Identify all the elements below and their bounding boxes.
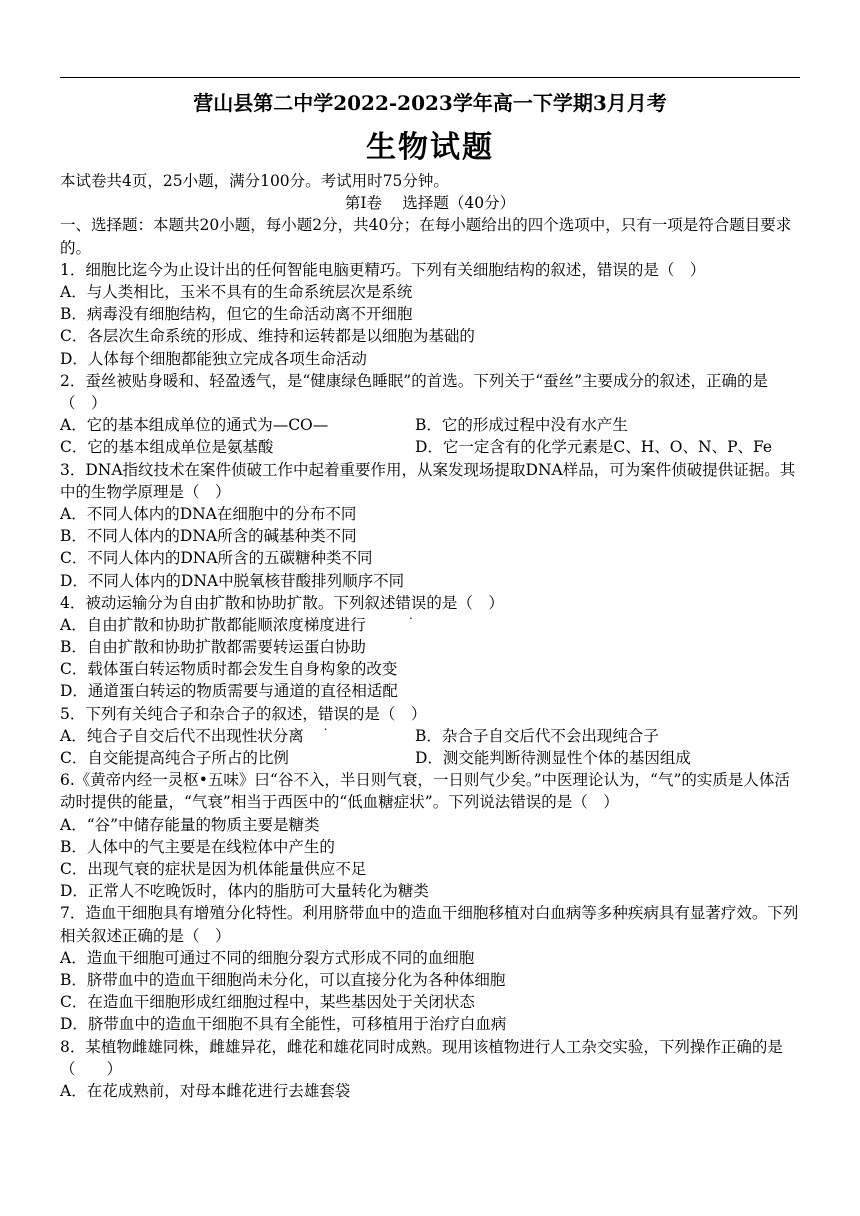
option-row xyxy=(60,725,800,747)
question-stem: 3．DNA指纹技术在案件侦破工作中起着重要作用，从案发现场提取DNA样品，可为案件侦破提供证据。其中的生物学原理是（ ） xyxy=(60,460,796,501)
answer-option: B．不同人体内的DNA所含的碱基种类不同 xyxy=(60,527,357,546)
answer-option: A．与人类相比，玉米不具有的生命系统层次是系统 xyxy=(60,283,413,301)
answer-option: A．纯合子自交后代不出现性状分离 xyxy=(60,726,304,745)
exam-intro: 本试卷共4页，25小题，满分100分。考试用时75分钟。 xyxy=(60,172,449,190)
emphasis-text: 错 xyxy=(317,704,334,723)
answer-option: A．造血干细胞可通过不同的细胞分裂方式形成不同的血细胞 xyxy=(60,948,475,967)
stem-text: 4．被动运输分为自由扩散和协助扩散。下列叙述 xyxy=(60,593,396,612)
answer-option: C．它的基本组成单位是氨基酸 xyxy=(60,438,274,457)
option-row xyxy=(60,436,800,458)
answer-option: B．人体中的气主要是在线粒体中产生的 xyxy=(60,837,335,856)
answer-option: D．测交能判断待测显性个体的基因组成 xyxy=(415,749,691,767)
answer-option: D．它一定含有的化学元素是C、H、O、N、P、Fe xyxy=(415,438,773,457)
question-stem xyxy=(60,703,800,725)
section-instruction: 一、选择题：本题共20小题，每小题2分，共40分；在每小题给出的四个选项中，只有一项是符合题目要求的。 xyxy=(60,216,792,257)
answer-option: A．在花成熟前，对母本雌花进行去雄套袋 xyxy=(60,1081,351,1100)
answer-option: D．通道蛋白转运的物质需要与通道的直径相适配 xyxy=(60,682,398,701)
answer-option: C．不同人体内的DNA所含的五碳糖种类不同 xyxy=(60,549,373,568)
question-stem xyxy=(60,592,800,614)
answer-option: C．自交能提高纯合子所占的比例 xyxy=(60,749,289,767)
exam-subject-title: 生物试题 xyxy=(366,130,494,165)
option-row xyxy=(60,747,800,769)
question-stem: 6.《黄帝内经一灵枢•五味》曰“谷不入，半日则气衰，一日则气少矣。”中医理论认为，“气”的实质是人体活动时提供的能量，“气衰”相当于西医中的“低血糖症状”。下列说法错误的是（ ） xyxy=(60,771,790,812)
answer-option: A．不同人体内的DNA在细胞中的分布不同 xyxy=(60,504,357,523)
stem-text: 误的是（ ） xyxy=(333,704,427,723)
exam-body xyxy=(60,170,800,1102)
answer-option: C．载体蛋白转运物质时都会发生自身构象的改变 xyxy=(60,660,398,679)
answer-option: A．它的基本组成单位的通式为—CO— xyxy=(60,416,329,435)
answer-option: C．在造血干细胞形成红细胞过程中，某些基因处于关闭状态 xyxy=(60,993,475,1012)
answer-option: B．病毒没有细胞结构，但它的生命活动离不开细胞 xyxy=(60,305,413,324)
answer-option: B．自由扩散和协助扩散都需要转运蛋白协助 xyxy=(60,638,366,657)
answer-option: D．脐带血中的造血干细胞不具有全能性，可移植用于治疗白血病 xyxy=(60,1015,507,1034)
exam-header-title: 营山县第二中学2022-2023学年高一下学期3月月考 xyxy=(193,91,667,115)
top-rule xyxy=(60,77,800,78)
emphasis-text: 错误 xyxy=(395,593,427,612)
stem-text: 5．下列有关纯合子和杂合子的叙述， xyxy=(60,704,318,723)
answer-option: C．各层次生命系统的形成、维持和运转都是以细胞为基础的 xyxy=(60,327,475,346)
answer-option: A．自由扩散和协助扩散都能顺浓度梯度进行 xyxy=(60,615,366,634)
answer-option: C．出现气衰的症状是因为机体能量供应不足 xyxy=(60,859,367,878)
answer-option: A．“谷”中储存能量的物质主要是糖类 xyxy=(60,815,320,834)
answer-option: D．正常人不吃晚饭时，体内的脂肪可大量转化为糖类 xyxy=(60,882,429,901)
answer-option: B．它的形成过程中没有水产生 xyxy=(415,416,628,435)
stem-text: 的是（ ） xyxy=(426,593,504,612)
answer-option: D．人体每个细胞都能独立完成各项生命活动 xyxy=(60,349,367,368)
answer-option: D．不同人体内的DNA中脱氧核苷酸排列顺序不同 xyxy=(60,571,405,590)
option-row xyxy=(60,414,800,436)
question-stem: 1．细胞比迄今为止设计出的任何智能电脑更精巧。下列有关细胞结构的叙述，错误的是（ ） xyxy=(60,260,706,279)
question-stem: 7．造血干细胞具有增殖分化特性。利用脐带血中的造血干细胞移植对白血病等多种疾病具有显著疗效。下列相关叙述正确的是（ ） xyxy=(60,904,799,945)
question-stem: 8．某植物雌雄同株，雌雄异花，雌花和雄花同时成熟。现用该植物进行人工杂交实验，下列操作正确的是（ ） xyxy=(60,1037,783,1078)
answer-option: B．杂合子自交后代不会出现纯合子 xyxy=(415,726,659,745)
question-stem: 2．蚕丝被贴身暖和、轻盈透气，是“健康绿色睡眠”的首选。下列关于“蚕丝”主要成分的叙述，正确的是（ ） xyxy=(60,371,769,412)
part-title: 第I卷 选择题（40分） xyxy=(344,194,516,213)
answer-option: B．脐带血中的造血干细胞尚未分化，可以直接分化为各种体细胞 xyxy=(60,970,506,989)
